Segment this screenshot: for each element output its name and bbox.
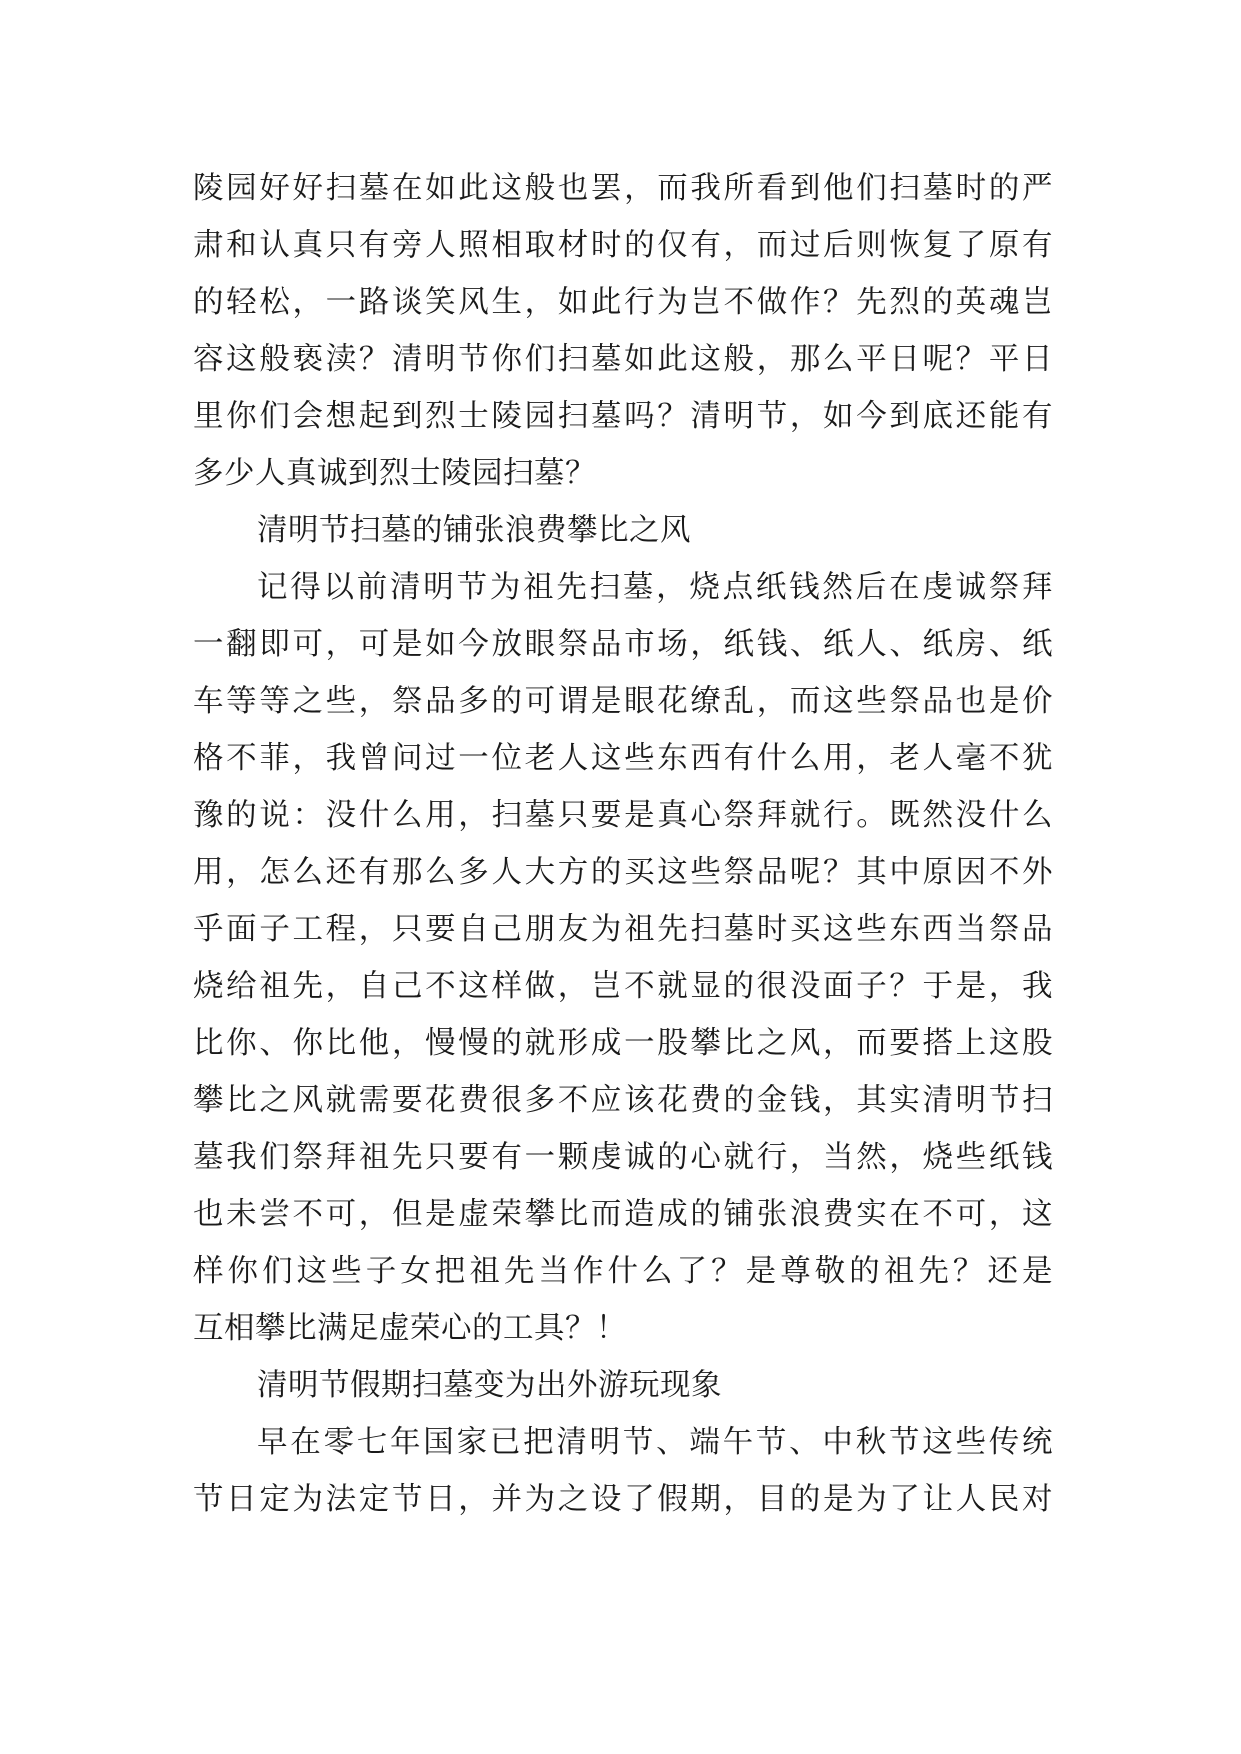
paragraph-line: 早在零七年国家已把清明节、端午节、中秋节这些传统 — [257, 1425, 1053, 1460]
paragraph-line: 豫的说：没什么用，扫墓只要是真心祭拜就行。既然没什么 — [193, 798, 1053, 833]
paragraph-line: 的轻松，一路谈笑风生，如此行为岂不做作？先烈的英魂岂 — [193, 285, 1053, 320]
paragraph-line: 里你们会想起到烈士陵园扫墓吗？清明节，如今到底还能有 — [193, 399, 1053, 434]
paragraph-line: 烧给祖先，自己不这样做，岂不就显的很没面子？于是，我 — [193, 969, 1053, 1004]
paragraph-line: 样你们这些子女把祖先当作什么了？是尊敬的祖先？还是 — [193, 1254, 1053, 1289]
paragraph-line: 节日定为法定节日，并为之设了假期，目的是为了让人民对 — [193, 1482, 1053, 1517]
paragraph-line: 容这般亵渎？清明节你们扫墓如此这般，那么平日呢？平日 — [193, 342, 1053, 377]
paragraph-line: 墓我们祭拜祖先只要有一颗虔诚的心就行，当然，烧些纸钱 — [193, 1140, 1053, 1175]
article-body — [193, 160, 1053, 1528]
paragraph-line: 车等等之些，祭品多的可谓是眼花缭乱，而这些祭品也是价 — [193, 684, 1053, 719]
paragraph-line: 记得以前清明节为祖先扫墓，烧点纸钱然后在虔诚祭拜 — [257, 570, 1053, 605]
paragraph-line: 多少人真诚到烈士陵园扫墓？ — [193, 456, 596, 491]
paragraph-line: 用，怎么还有那么多人大方的买这些祭品呢？其中原因不外 — [193, 855, 1053, 890]
paragraph-line: 一翻即可，可是如今放眼祭品市场，纸钱、纸人、纸房、纸 — [193, 627, 1053, 662]
paragraph-line: 比你、你比他，慢慢的就形成一股攀比之风，而要搭上这股 — [193, 1026, 1053, 1061]
section-heading: 清明节扫墓的铺张浪费攀比之风 — [257, 513, 691, 548]
paragraph-line: 攀比之风就需要花费很多不应该花费的金钱，其实清明节扫 — [193, 1083, 1053, 1118]
paragraph-line: 乎面子工程，只要自己朋友为祖先扫墓时买这些东西当祭品 — [193, 912, 1053, 947]
paragraph-line: 陵园好好扫墓在如此这般也罢，而我所看到他们扫墓时的严 — [193, 171, 1053, 206]
paragraph-line: 互相攀比满足虚荣心的工具？！ — [193, 1311, 627, 1346]
paragraph-line: 肃和认真只有旁人照相取材时的仅有，而过后则恢复了原有 — [193, 228, 1053, 263]
section-heading: 清明节假期扫墓变为出外游玩现象 — [257, 1368, 722, 1403]
paragraph-line: 格不菲，我曾问过一位老人这些东西有什么用，老人毫不犹 — [193, 741, 1053, 776]
paragraph-line: 也未尝不可，但是虚荣攀比而造成的铺张浪费实在不可，这 — [193, 1197, 1053, 1232]
